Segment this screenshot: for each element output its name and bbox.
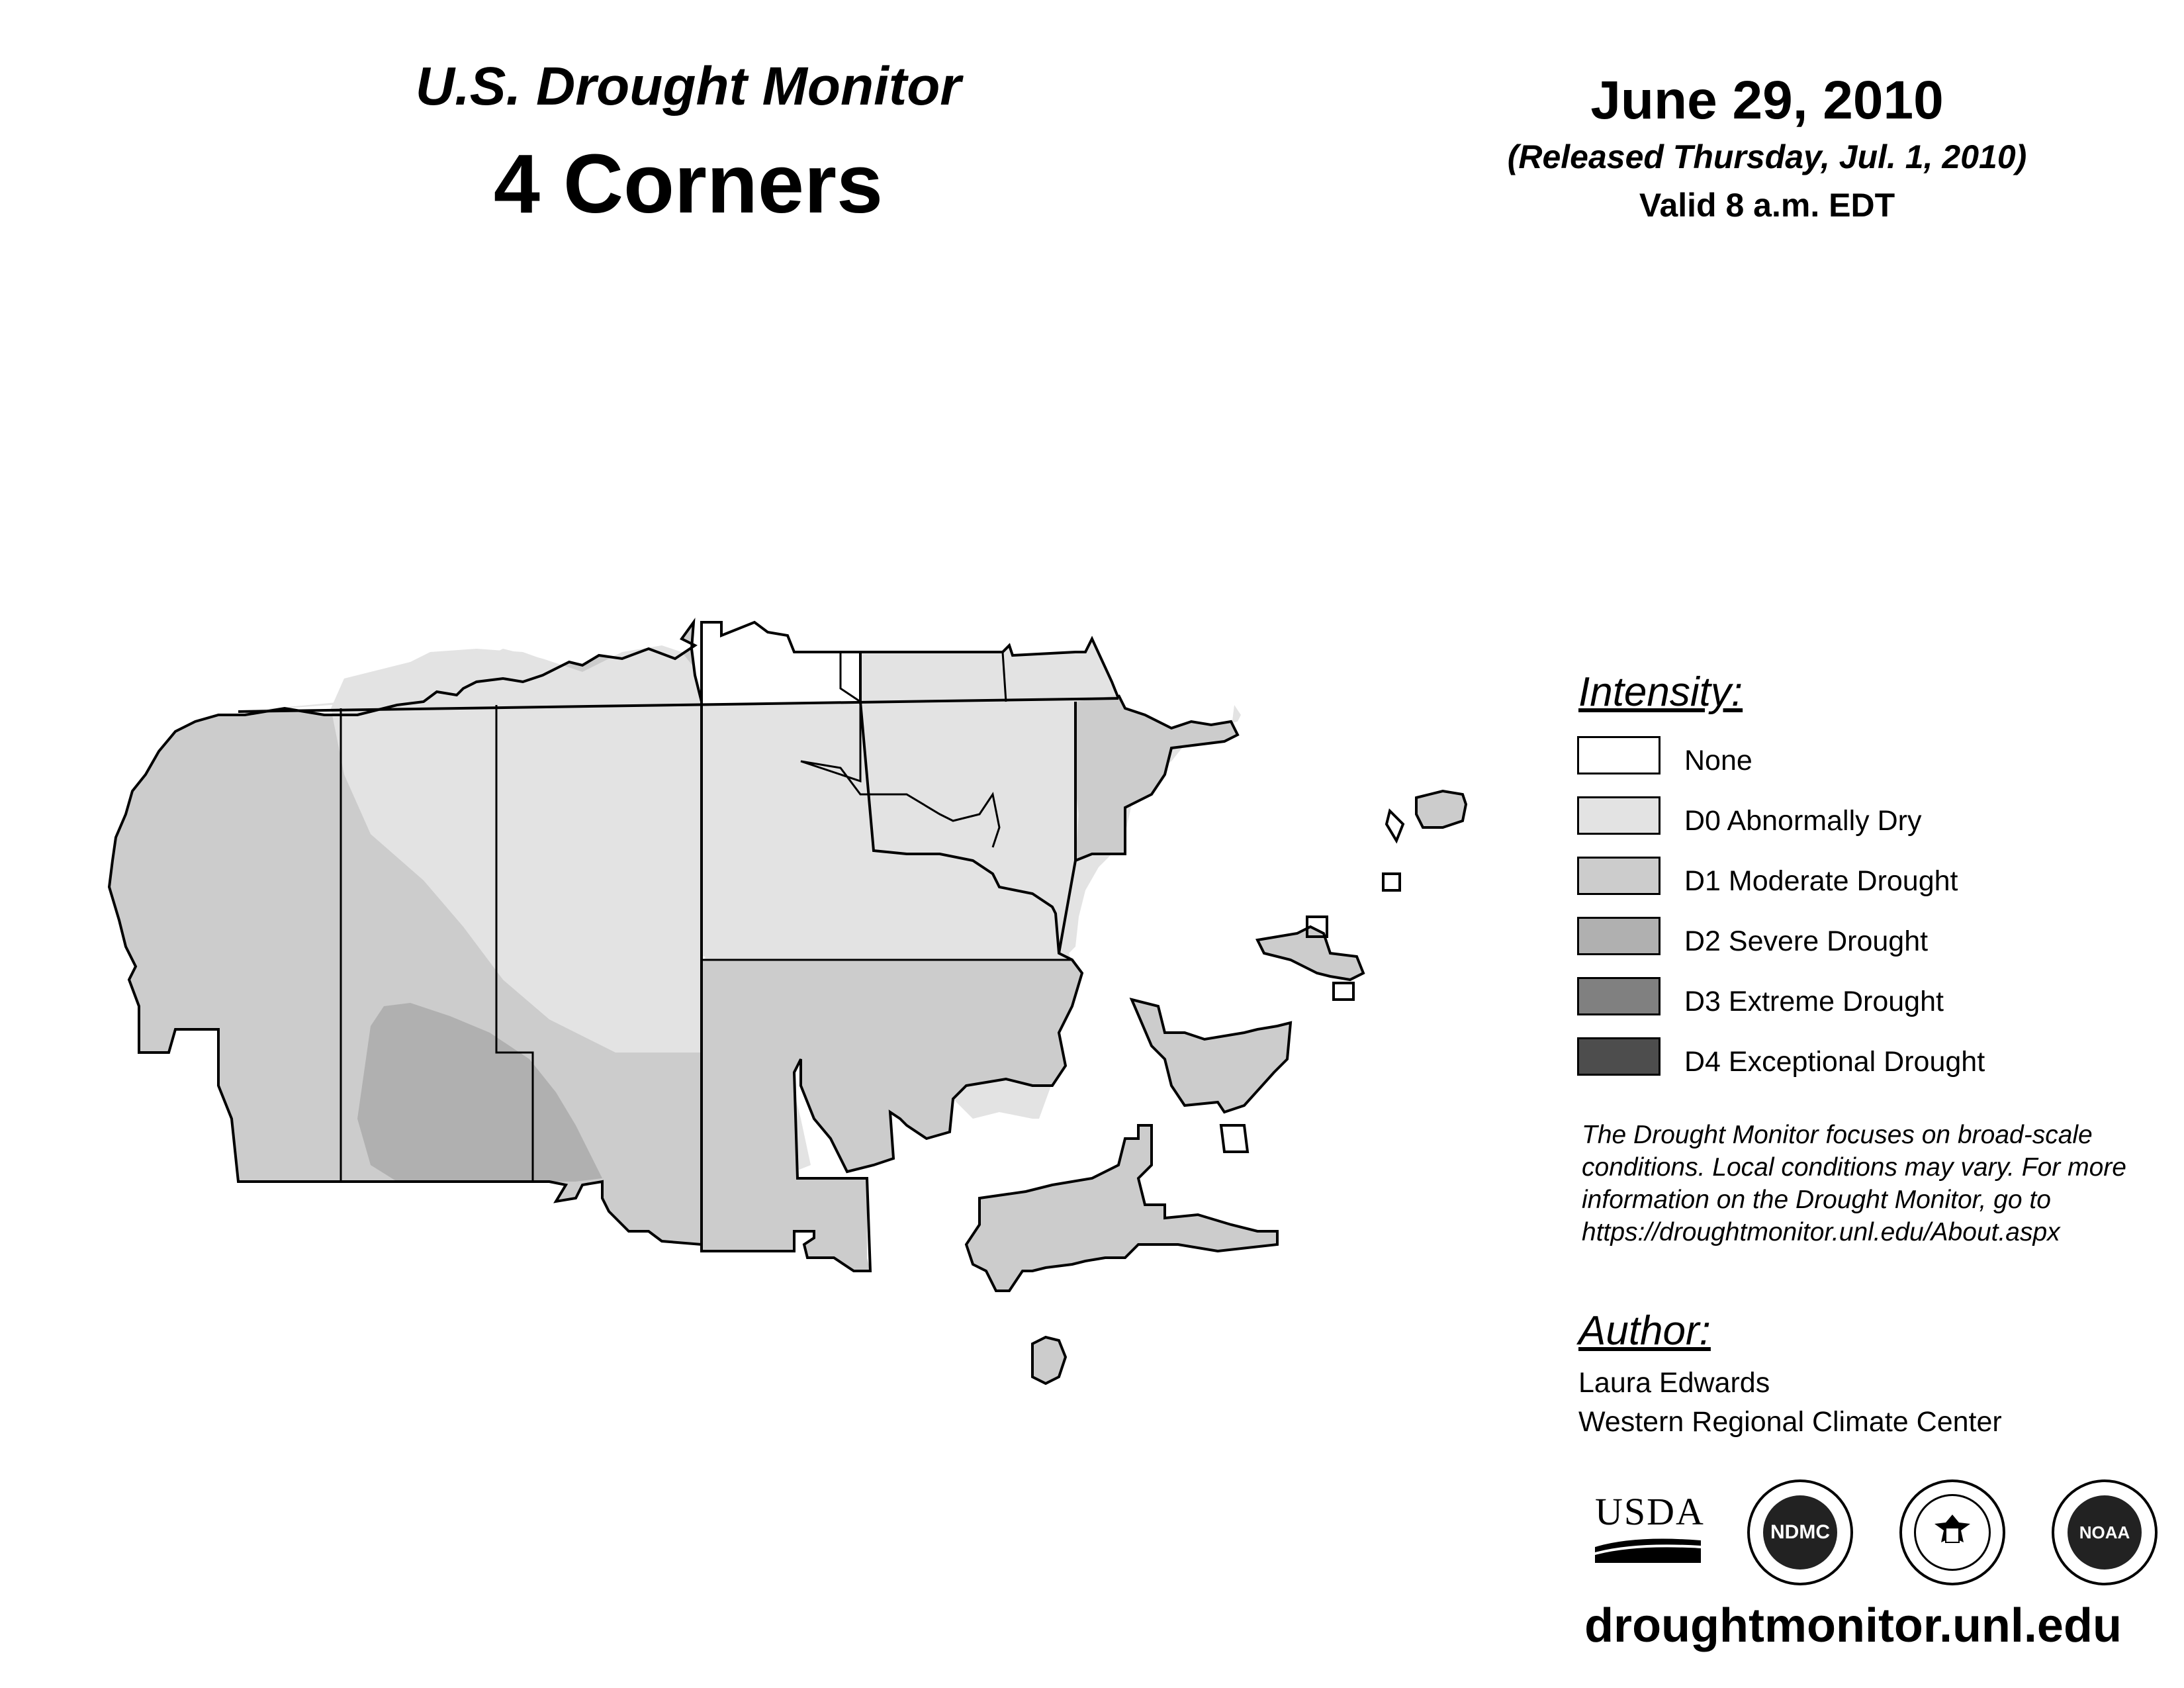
- valid-time: Valid 8 a.m. EDT: [1639, 187, 1895, 224]
- border-ne-square: [1383, 874, 1400, 890]
- legend-label-d3: D3 Extreme Drought: [1684, 986, 1944, 1017]
- region-ok-d1: [1132, 1000, 1291, 1112]
- border-east-sq2: [1334, 983, 1353, 1000]
- region-title: 4 Corners: [493, 137, 884, 230]
- legend-label-d4: D4 Exceptional Drought: [1684, 1046, 1985, 1078]
- usda-logo: [1595, 1489, 1705, 1562]
- map-date: June 29, 2010: [1590, 70, 1944, 130]
- legend-swatch-d4: [1577, 1037, 1661, 1076]
- commerce-seal: [1899, 1479, 2005, 1585]
- author-name: Laura Edwards: [1578, 1367, 1770, 1399]
- region-ne-d0: [841, 652, 1006, 702]
- note-link[interactable]: https://droughtmonitor.unl.edu/About.aspx: [1582, 1218, 2060, 1246]
- disclaimer-note: [1582, 1119, 2177, 1248]
- legend-label-d0: D0 Abnormally Dry: [1684, 805, 1922, 837]
- legend-heading: Intensity:: [1578, 669, 1743, 715]
- region-east-cluster: [1257, 927, 1363, 980]
- note-line: information on the Drought Monitor, go to: [1582, 1186, 2051, 1214]
- map-title: U.S. Drought Monitor: [415, 56, 962, 117]
- noaa-logo: [2052, 1479, 2158, 1585]
- legend-label-none: None: [1684, 745, 1752, 776]
- author-org: Western Regional Climate Center: [1578, 1406, 2002, 1438]
- border-ok-small: [1221, 1125, 1248, 1152]
- commerce-seal-eagle: [1914, 1494, 1991, 1571]
- legend-swatch-d0: [1577, 796, 1661, 835]
- release-date: (Released Thursday, Jul. 1, 2010): [1507, 138, 2027, 175]
- map-shapes: [109, 622, 1466, 1383]
- legend-label-d2: D2 Severe Drought: [1684, 925, 1929, 957]
- legend-swatch-d1: [1577, 857, 1661, 895]
- author-heading: Author:: [1578, 1308, 1711, 1354]
- usda-logo-mark: [1595, 1534, 1701, 1563]
- noaa-logo-text: NOAA: [2068, 1495, 2142, 1570]
- border-ne-triangle: [1387, 811, 1403, 841]
- legend-swatch-d3: [1577, 977, 1661, 1015]
- ndmc-logo: [1747, 1479, 1853, 1585]
- legend-swatch-d2: [1577, 917, 1661, 955]
- note-line: conditions. Local conditions may vary. For more: [1582, 1153, 2126, 1182]
- ndmc-logo-text: NDMC: [1763, 1495, 1837, 1570]
- note-line: The Drought Monitor focuses on broad-scale: [1582, 1121, 2093, 1149]
- website-link[interactable]: droughtmonitor.unl.edu: [1584, 1599, 2122, 1652]
- legend-label-d1: D1 Moderate Drought: [1684, 865, 1958, 897]
- usda-logo-text: USDA: [1595, 1490, 1705, 1533]
- legend-swatch-none: [1577, 736, 1661, 774]
